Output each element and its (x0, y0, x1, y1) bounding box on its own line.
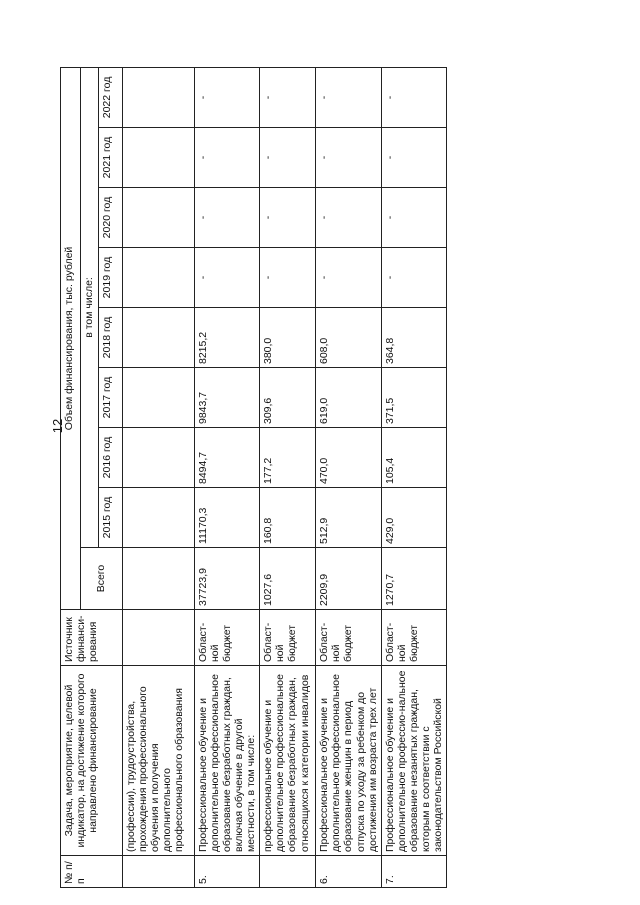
row-year-value: 105,4 (381, 428, 446, 488)
header-including: в том числе: (81, 67, 99, 547)
row-num: 5. (195, 856, 260, 888)
row-year-value: 608,0 (316, 308, 381, 368)
row-year-value: 512,9 (316, 488, 381, 548)
row-year-value (123, 308, 195, 368)
row-year-value (123, 248, 195, 308)
row-year-value: 619,0 (316, 368, 381, 428)
row-year-value (123, 368, 195, 428)
row-task: (профессии), трудоустройства, прохождения профессионального обучения и получения дополнительного профессионального образования (123, 666, 195, 856)
row-year-value: 8215,2 (195, 308, 260, 368)
header-source: Источник финанси-рования (61, 610, 123, 666)
header-task: Задача, мероприятие, целевой индикатор, на достижение которого направлено финансирование (61, 666, 123, 856)
row-source: Област-ной бюджет (381, 610, 446, 666)
row-year-value: - (195, 188, 260, 248)
row-num (123, 856, 195, 888)
header-year: 2019 год (99, 248, 123, 308)
row-year-value: 470,0 (316, 428, 381, 488)
row-year-value: - (195, 128, 260, 188)
row-total (123, 548, 195, 610)
row-task: Профессиональное обучение и дополнительное профессиональное образование безработных граждан, включая обучение в другой местности, в том числе: (195, 666, 260, 856)
table-row (123, 67, 195, 887)
row-year-value: 371,5 (381, 368, 446, 428)
row-year-value: - (316, 188, 381, 248)
row-total: 1027,6 (260, 548, 316, 610)
row-year-value (123, 67, 195, 127)
table-row (381, 67, 446, 887)
row-num (260, 856, 316, 888)
row-year-value: - (381, 248, 446, 308)
row-total: 1270,7 (381, 548, 446, 610)
row-year-value: 160,8 (260, 488, 316, 548)
row-year-value (123, 428, 195, 488)
header-year: 2020 год (99, 188, 123, 248)
row-year-value: - (260, 248, 316, 308)
row-year-value: 429,0 (381, 488, 446, 548)
row-year-value (123, 128, 195, 188)
row-year-value: 309,6 (260, 368, 316, 428)
row-num: 7. (381, 856, 446, 888)
row-year-value: - (381, 67, 446, 127)
row-year-value: 9843,7 (195, 368, 260, 428)
row-year-value (123, 488, 195, 548)
header-year: 2015 год (99, 488, 123, 548)
header-year: 2016 год (99, 428, 123, 488)
row-year-value: - (260, 128, 316, 188)
row-year-value (123, 188, 195, 248)
row-year-value: - (316, 67, 381, 127)
row-year-value: - (195, 248, 260, 308)
row-source: Област-ной бюджет (195, 610, 260, 666)
header-year: 2021 год (99, 128, 123, 188)
row-year-value: 364,8 (381, 308, 446, 368)
row-year-value: - (260, 188, 316, 248)
row-year-value: - (381, 128, 446, 188)
row-year-value: - (381, 188, 446, 248)
row-year-value: 380,0 (260, 308, 316, 368)
header-year: 2017 год (99, 368, 123, 428)
header-num: № п/п (61, 856, 123, 888)
row-source (123, 610, 195, 666)
row-source: Област-ной бюджет (316, 610, 381, 666)
table-row (195, 67, 260, 887)
row-year-value: 11170,3 (195, 488, 260, 548)
page-number: 12 (50, 418, 65, 434)
header-total: Всего (81, 548, 123, 610)
rotated-table-sheet (60, 18, 620, 888)
row-year-value: - (195, 67, 260, 127)
row-year-value: - (316, 248, 381, 308)
row-task: Профессиональное обучение и дополнительное профессио-нальное образование незанятых граждан, которым в соответствии с законодательством Российской (381, 666, 446, 856)
table-row (316, 67, 381, 887)
row-source: Област-ной бюджет (260, 610, 316, 666)
row-year-value: - (260, 67, 316, 127)
row-total: 2209,9 (316, 548, 381, 610)
row-num: 6. (316, 856, 381, 888)
row-year-value: 8494,7 (195, 428, 260, 488)
header-volume: Объем финансирования, тыс. рублей (61, 67, 81, 609)
row-year-value: - (316, 128, 381, 188)
header-year: 2018 год (99, 308, 123, 368)
row-year-value: 177,2 (260, 428, 316, 488)
row-task: Профессиональное обучение и дополнительное профессиональное образование женщин в период отпуска по уходу за ребенком до достижения им возраста трех лет (316, 666, 381, 856)
table-row (260, 67, 316, 887)
row-task: профессиональное обучение и дополнительное профессиональное образование безработных граждан, относящихся к категории инвалидов (260, 666, 316, 856)
financing-table (60, 67, 447, 888)
header-year: 2022 год (99, 67, 123, 127)
row-total: 37723,9 (195, 548, 260, 610)
